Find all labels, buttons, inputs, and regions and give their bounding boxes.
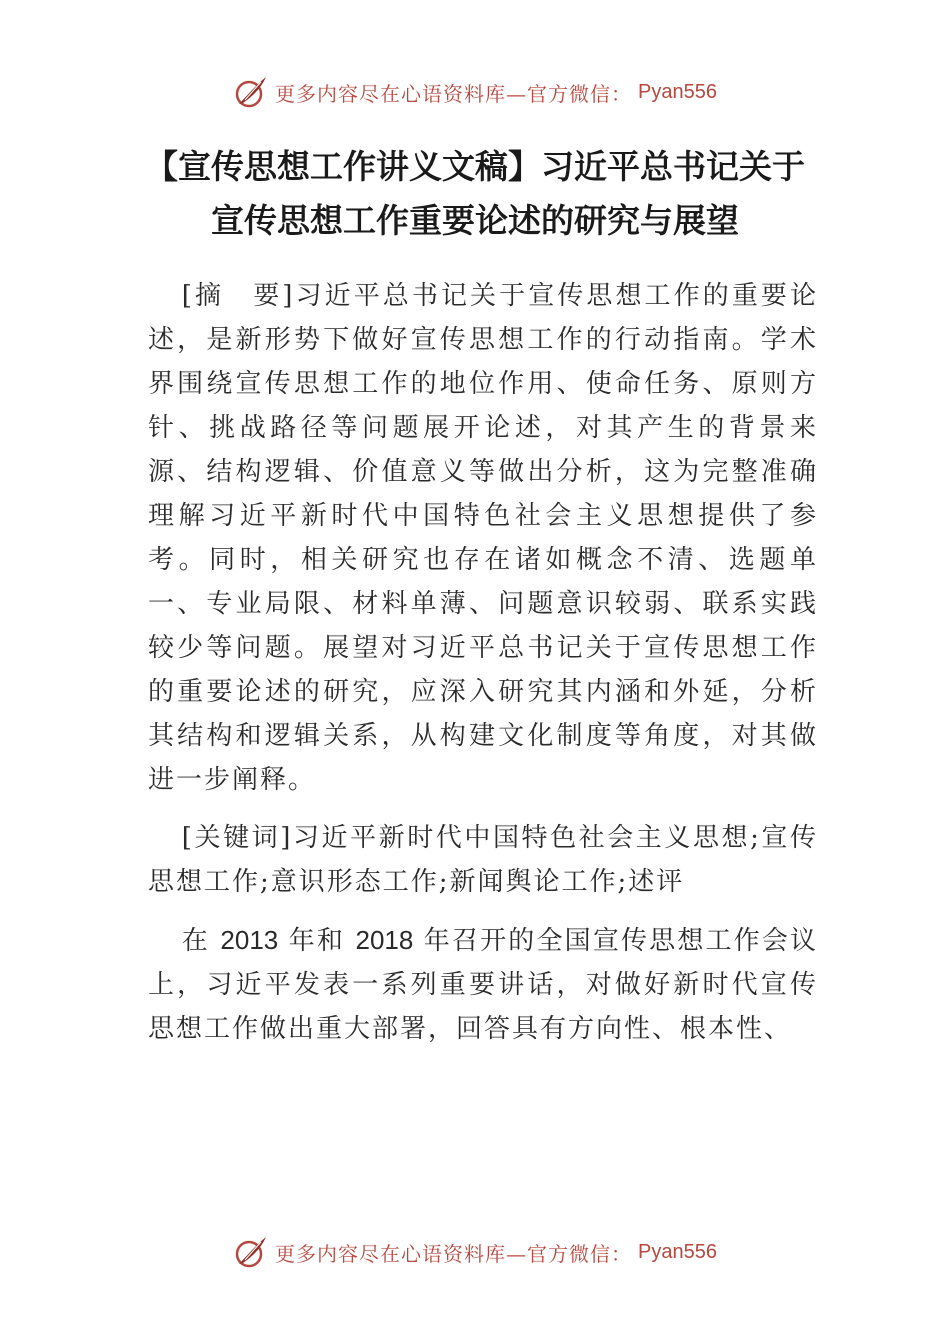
title-line-1: 【宣传思想工作讲义文稿】习近平总书记关于 bbox=[145, 147, 805, 186]
keywords-text: 习近平新时代中国特色社会主义思想;宣传思想工作;意识形态工作;新闻舆论工作;述评 bbox=[148, 823, 818, 897]
banner-text: 更多内容尽在心语资料库—官方微信： bbox=[275, 1241, 633, 1266]
banner-wechat-id: Pyan556 bbox=[638, 80, 717, 103]
title-line-2: 宣传思想工作重要论述的研究与展望 bbox=[211, 201, 739, 240]
intro-paragraph bbox=[148, 918, 818, 1051]
abstract-label: [摘 要] bbox=[181, 281, 295, 311]
abstract-text: 习近平总书记关于宣传思想工作的重要论述，是新形势下做好宣传思想工作的行动指南。学术界围绕宣传思想工作的地位作用、使命任务、原则方针、挑战路径等问题展开论述，对其产生的背景来源、结构逻辑、价值意义等做出分析，这为完整准确理解习近平新时代中国特色社会主义思想提供了参考。同时，相关研究也存在诸如概念不清、选题单一、专业局限、材料单薄、问题意识较弱、联系实践较少等问题。展望对习近平总书记关于宣传思想工作的重要论述的研究，应深入研究其内涵和外延，分析其结构和逻辑关系，从构建文化制度等角度，对其做进一步阐释。 bbox=[148, 281, 818, 795]
intro-text-3: 年召开的全国宣传思想工作会议上，习近平发表一系列重要讲话，对做好新时代宣传思想工作做出重大部署，回答具有方向性、根本性、 bbox=[148, 926, 819, 1044]
abstract-paragraph bbox=[148, 274, 818, 802]
keywords-paragraph bbox=[148, 816, 818, 904]
header-banner bbox=[0, 72, 950, 112]
footer-banner bbox=[0, 1232, 950, 1272]
document-body bbox=[148, 274, 818, 1065]
quill-logo-icon bbox=[233, 1234, 269, 1270]
intro-text-1: 在 bbox=[181, 926, 221, 956]
quill-logo-icon bbox=[233, 74, 269, 110]
keywords-label: [关键词] bbox=[181, 823, 293, 853]
intro-year-2018: 2018 bbox=[355, 925, 414, 955]
document-title bbox=[100, 140, 850, 248]
intro-text-2: 年和 bbox=[278, 926, 356, 956]
banner-text: 更多内容尽在心语资料库—官方微信： bbox=[275, 81, 633, 106]
intro-year-2013: 2013 bbox=[220, 925, 279, 955]
banner-wechat-id: Pyan556 bbox=[638, 1240, 717, 1263]
